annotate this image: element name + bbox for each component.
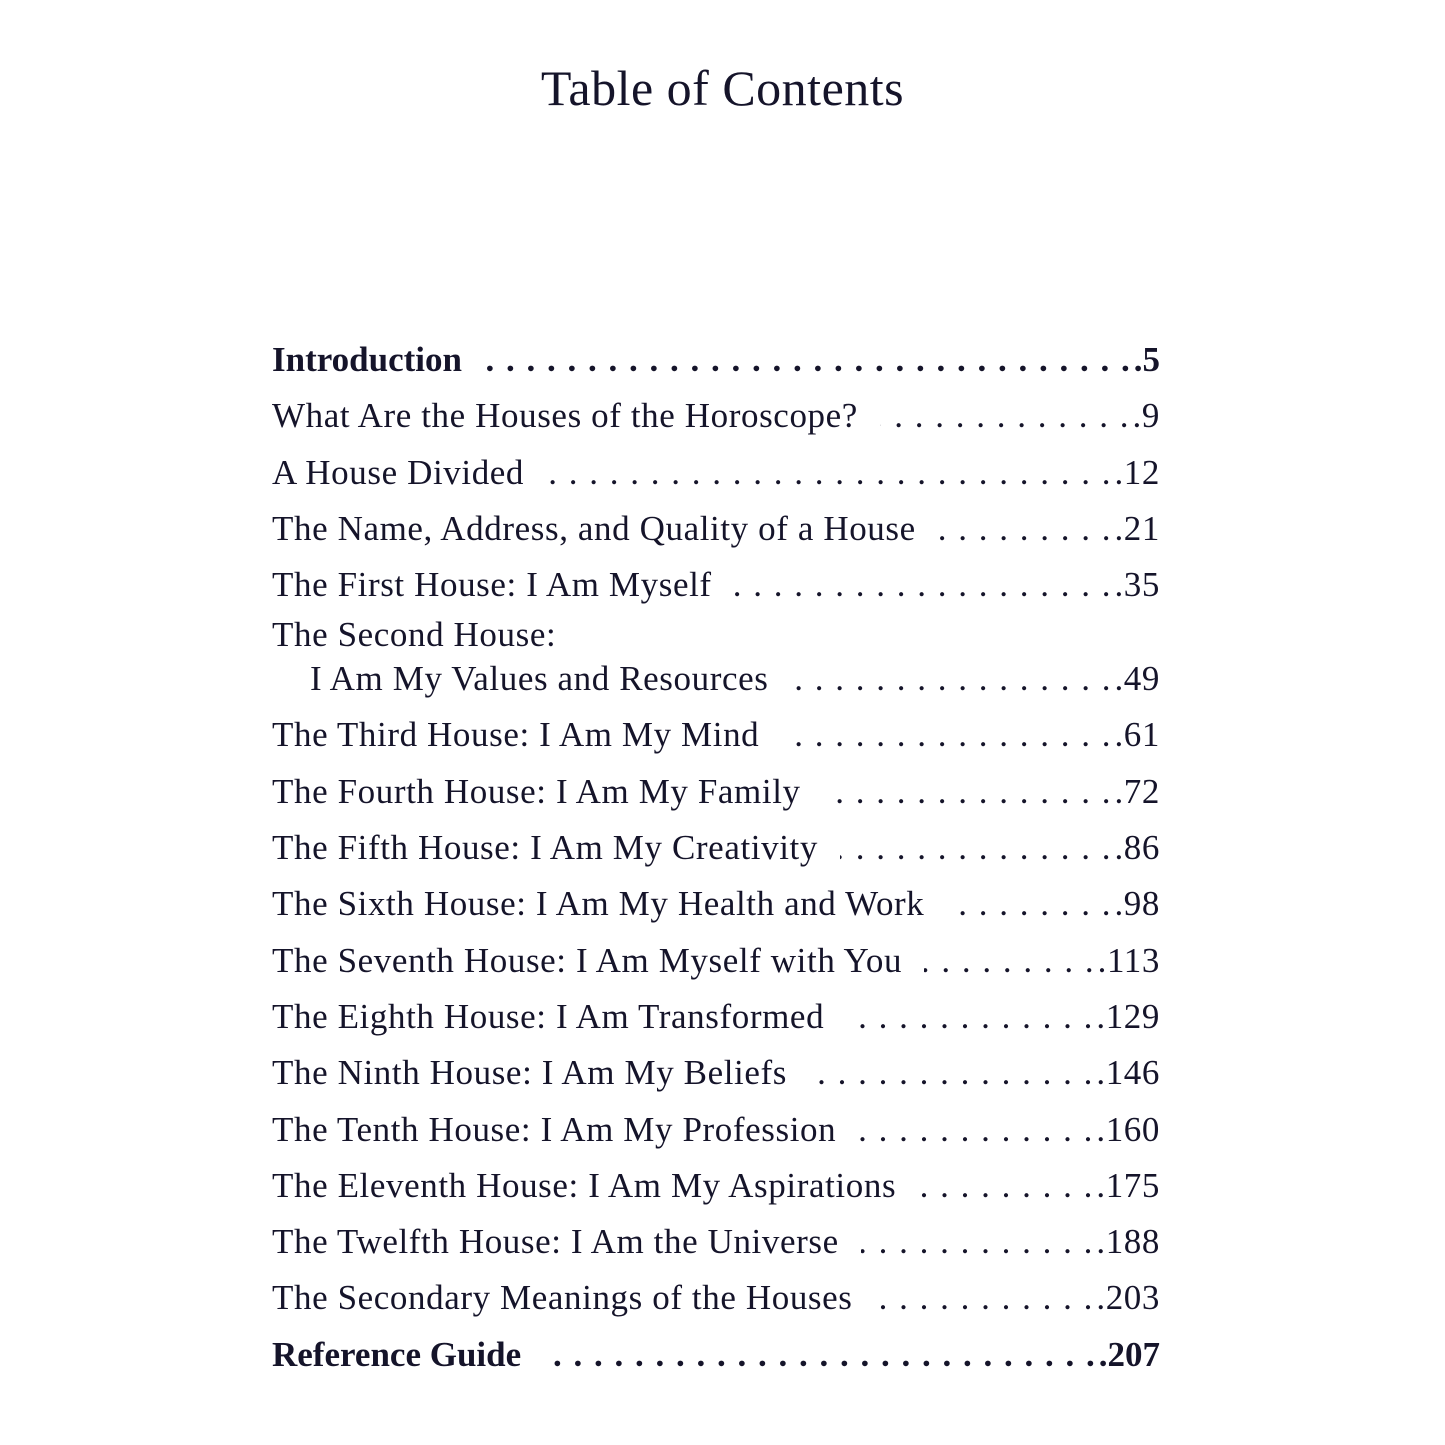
toc-entry-title: What Are the Houses of the Horoscope? bbox=[272, 396, 858, 436]
toc-entry-introduction[interactable] bbox=[272, 332, 1160, 388]
toc-entry-ninth-house[interactable] bbox=[272, 1045, 1160, 1101]
dot-leader bbox=[918, 1158, 1092, 1214]
dot-leader bbox=[840, 820, 1110, 876]
dot-leader bbox=[938, 501, 1111, 557]
toc-page-number: .146 bbox=[1096, 1053, 1160, 1093]
dot-leader bbox=[880, 388, 1129, 444]
dot-leader bbox=[924, 933, 1094, 989]
toc-page-number: .61 bbox=[1114, 715, 1160, 755]
toc-entry-title: Introduction bbox=[272, 340, 462, 379]
dot-leader bbox=[809, 1045, 1092, 1101]
toc-page-number: .12 bbox=[1114, 452, 1160, 492]
toc-entry-title: The Name, Address, and Quality of a House bbox=[272, 508, 916, 548]
dot-leader bbox=[484, 332, 1130, 388]
dot-leader bbox=[946, 876, 1110, 932]
toc-entry-title: The Fifth House: I Am My Creativity bbox=[272, 828, 818, 868]
toc-entry-title: The Tenth House: I Am My Profession bbox=[272, 1109, 837, 1149]
toc-page-number: .86 bbox=[1114, 828, 1160, 868]
toc-entry-name-address-quality[interactable] bbox=[272, 501, 1160, 557]
dot-leader bbox=[846, 989, 1092, 1045]
dot-leader bbox=[823, 764, 1111, 820]
toc-entry-title: The Second House: bbox=[272, 615, 557, 655]
toc-page-number: .203 bbox=[1096, 1278, 1160, 1318]
toc-entry-fifth-house[interactable] bbox=[272, 820, 1160, 876]
toc-page-number: .98 bbox=[1114, 884, 1160, 924]
toc-page-number: .160 bbox=[1096, 1109, 1160, 1149]
toc-entry-eighth-house[interactable] bbox=[272, 989, 1160, 1045]
toc-entry-eleventh-house[interactable] bbox=[272, 1158, 1160, 1214]
dot-leader bbox=[858, 1102, 1092, 1158]
page-title: Table of Contents bbox=[540, 60, 905, 116]
toc-page-number: .188 bbox=[1096, 1222, 1160, 1262]
toc-entry-title: Reference Guide bbox=[272, 1334, 522, 1374]
toc-page-number: .72 bbox=[1114, 771, 1160, 811]
toc-entry-secondary-meanings[interactable] bbox=[272, 1270, 1160, 1326]
toc-entry-tenth-house[interactable] bbox=[272, 1102, 1160, 1158]
toc-entry-title: The Eighth House: I Am Transformed bbox=[272, 996, 825, 1036]
toc-entry-subtitle: I Am My Values and Resources bbox=[310, 659, 769, 699]
toc-page-number: .35 bbox=[1114, 565, 1160, 605]
dot-leader bbox=[781, 707, 1110, 763]
toc-entry-title: The Seventh House: I Am Myself with You bbox=[272, 940, 903, 980]
toc-entry-first-house[interactable] bbox=[272, 557, 1160, 613]
toc-entry-title: The Secondary Meanings of the Houses bbox=[272, 1278, 853, 1318]
toc-entry-what-are-the-houses[interactable] bbox=[272, 388, 1160, 444]
toc-page-number: .129 bbox=[1096, 996, 1160, 1036]
toc-entry-sixth-house[interactable] bbox=[272, 876, 1160, 932]
toc-page-number: .5 bbox=[1133, 340, 1160, 379]
dot-leader bbox=[875, 1270, 1093, 1326]
toc-entry-second-house[interactable] bbox=[272, 613, 1160, 707]
toc-page-number: .207 bbox=[1098, 1334, 1160, 1374]
toc-entry-title: The Ninth House: I Am My Beliefs bbox=[272, 1053, 787, 1093]
toc-entry-title: The Third House: I Am My Mind bbox=[272, 715, 760, 755]
dot-leader bbox=[861, 1214, 1093, 1270]
toc-entry-third-house[interactable] bbox=[272, 707, 1160, 763]
dot-leader bbox=[546, 445, 1110, 501]
toc-entry-seventh-house[interactable] bbox=[272, 933, 1160, 989]
toc-page-number: .175 bbox=[1096, 1165, 1160, 1205]
toc-entry-fourth-house[interactable] bbox=[272, 764, 1160, 820]
toc-entry-reference-guide[interactable] bbox=[272, 1327, 1160, 1383]
toc-entry-title: The First House: I Am Myself bbox=[272, 565, 712, 605]
dot-leader bbox=[790, 657, 1110, 701]
toc-entry-title: The Sixth House: I Am My Health and Work bbox=[272, 884, 925, 924]
toc-page-number: .21 bbox=[1114, 508, 1160, 548]
table-of-contents bbox=[272, 332, 1160, 1383]
toc-page-number: .49 bbox=[1114, 659, 1160, 699]
toc-entry-title: A House Divided bbox=[272, 452, 525, 492]
toc-entry-a-house-divided[interactable] bbox=[272, 445, 1160, 501]
toc-entry-twelfth-house[interactable] bbox=[272, 1214, 1160, 1270]
dot-leader bbox=[543, 1327, 1095, 1383]
toc-entry-title: The Eleventh House: I Am My Aspirations bbox=[272, 1165, 897, 1205]
toc-page-number: .9 bbox=[1132, 396, 1160, 436]
dot-leader bbox=[734, 557, 1111, 613]
toc-page-number: .113 bbox=[1097, 940, 1160, 980]
toc-entry-title: The Fourth House: I Am My Family bbox=[272, 771, 801, 811]
toc-entry-title: The Twelfth House: I Am the Universe bbox=[272, 1222, 839, 1262]
